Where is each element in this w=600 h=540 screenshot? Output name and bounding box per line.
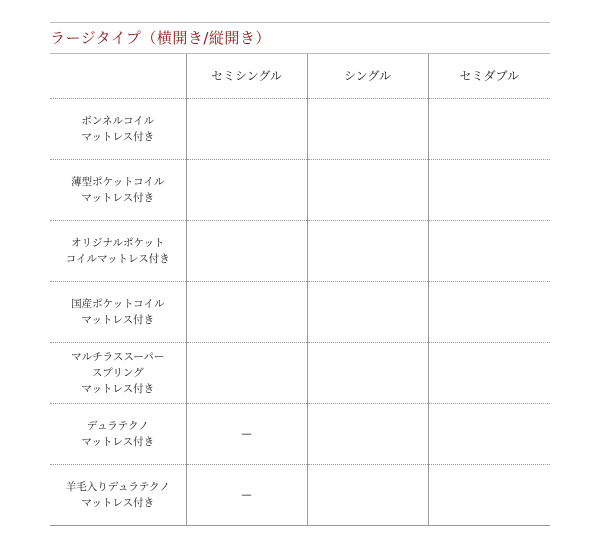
cell-semi-single (186, 282, 307, 343)
cell-semi-double (428, 160, 550, 221)
cell-semi-single (186, 343, 307, 404)
size-availability-table (50, 54, 550, 526)
column-header-single: シングル (307, 54, 428, 99)
cell-semi-single (186, 99, 307, 160)
row-label-domestic-pocket-coil: 国産ポケットコイル マットレス付き (50, 282, 186, 343)
row-label-original-pocket-coil: オリジナルポケット コイルマットレス付き (50, 221, 186, 282)
table-row (50, 221, 550, 282)
cell-semi-double (428, 404, 550, 465)
top-divider (50, 22, 550, 23)
row-label-dura-techno: デュラテクノ マットレス付き (50, 404, 186, 465)
cell-single (307, 99, 428, 160)
cell-semi-single-unavailable: — (186, 465, 307, 526)
cell-single (307, 343, 428, 404)
corner-cell (50, 54, 186, 99)
cell-single (307, 465, 428, 526)
cell-single (307, 404, 428, 465)
cell-semi-double (428, 282, 550, 343)
cell-semi-double (428, 221, 550, 282)
table-row (50, 282, 550, 343)
cell-semi-double (428, 343, 550, 404)
table-row (50, 160, 550, 221)
row-label-multi-lath-super-spring: マルチラススーパー スプリング マットレス付き (50, 343, 186, 404)
page-title: ラージタイプ（横開き/縦開き） (50, 29, 271, 47)
cell-single (307, 221, 428, 282)
cell-semi-double (428, 99, 550, 160)
column-header-semi-double: セミダブル (428, 54, 550, 99)
cell-semi-single (186, 160, 307, 221)
cell-single (307, 160, 428, 221)
row-label-wool-dura-techno: 羊毛入りデュラテクノ マットレス付き (50, 465, 186, 526)
column-header-semi-single: セミシングル (186, 54, 307, 99)
header-row (50, 54, 550, 99)
table-row (50, 465, 550, 526)
cell-semi-single (186, 221, 307, 282)
cell-single (307, 282, 428, 343)
cell-semi-single-unavailable: — (186, 404, 307, 465)
row-label-bonnell-coil: ボンネルコイル マットレス付き (50, 99, 186, 160)
table-row (50, 404, 550, 465)
table-row (50, 99, 550, 160)
table-row (50, 343, 550, 404)
row-label-thin-pocket-coil: 薄型ポケットコイル マットレス付き (50, 160, 186, 221)
cell-semi-double (428, 465, 550, 526)
